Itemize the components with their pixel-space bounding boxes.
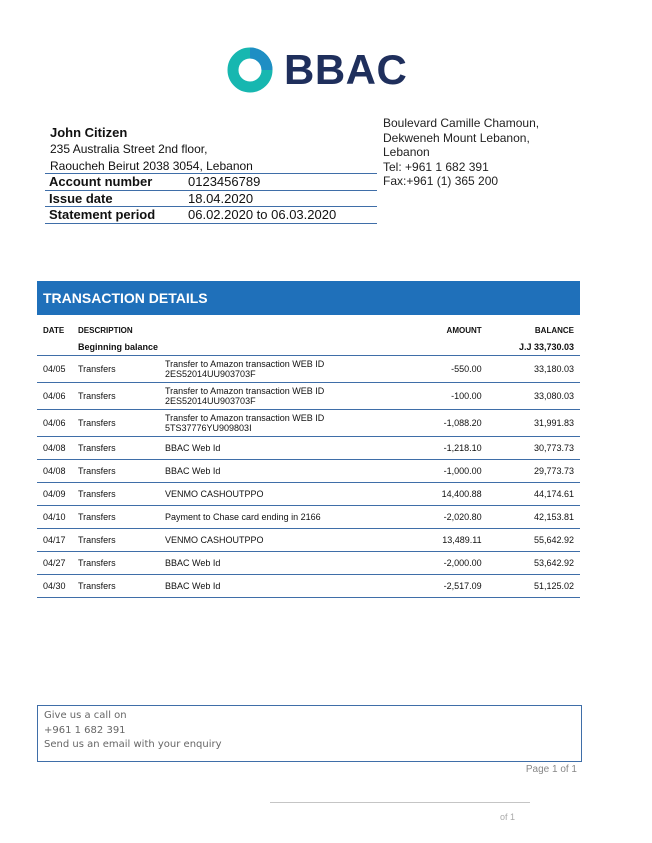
txn-type: Transfers bbox=[72, 460, 159, 483]
account-number-label: Account number bbox=[49, 174, 153, 189]
txn-date: 04/09 bbox=[37, 483, 72, 506]
txn-amount: -1,218.10 bbox=[416, 437, 488, 460]
bank-address bbox=[383, 116, 539, 189]
txn-amount: -1,088.20 bbox=[416, 410, 488, 437]
txn-balance: 55,642.92 bbox=[488, 529, 580, 552]
faint-divider-line bbox=[270, 802, 530, 803]
table-row bbox=[37, 575, 580, 598]
txn-amount: -100.00 bbox=[416, 383, 488, 410]
table-header-row bbox=[37, 315, 580, 338]
txn-type: Transfers bbox=[72, 506, 159, 529]
txn-balance: 53,642.92 bbox=[488, 552, 580, 575]
txn-type: Transfers bbox=[72, 356, 159, 383]
bank-address-line: Boulevard Camille Chamoun, bbox=[383, 116, 540, 130]
txn-detail: Transfer to Amazon transaction WEB ID 2ES52014UU903703F bbox=[159, 356, 416, 383]
statement-period-label: Statement period bbox=[49, 207, 156, 222]
txn-date: 04/27 bbox=[37, 552, 72, 575]
txn-detail: Transfer to Amazon transaction WEB ID 5TS37776YU909803I bbox=[159, 410, 416, 437]
table-row bbox=[37, 529, 580, 552]
transaction-section bbox=[37, 281, 580, 598]
table-row bbox=[37, 410, 580, 437]
txn-detail: BBAC Web Id bbox=[159, 460, 416, 483]
txn-detail: BBAC Web Id bbox=[159, 437, 416, 460]
txn-type: Transfers bbox=[72, 575, 159, 598]
table-row bbox=[37, 483, 580, 506]
beginning-balance-label: Beginning balance bbox=[72, 338, 416, 356]
txn-date: 04/17 bbox=[37, 529, 72, 552]
txn-amount: -550.00 bbox=[416, 356, 488, 383]
txn-date: 04/08 bbox=[37, 437, 72, 460]
page-number: Page 1 of 1 bbox=[525, 764, 577, 775]
bank-fax: Fax:+961 (1) 365 200 bbox=[383, 174, 499, 188]
statement-period-value: 06.02.2020 to 06.03.2020 bbox=[188, 207, 337, 222]
txn-amount: -2,000.00 bbox=[416, 552, 488, 575]
customer-address-line1: 235 Australia Street 2nd floor, bbox=[50, 142, 208, 156]
issue-date-row bbox=[45, 191, 377, 208]
txn-detail: VENMO CASHOUTPPO bbox=[159, 529, 416, 552]
account-number-value: 0123456789 bbox=[188, 174, 261, 189]
table-row bbox=[37, 460, 580, 483]
table-row bbox=[37, 383, 580, 410]
contact-box bbox=[37, 705, 582, 762]
column-header-description: DESCRIPTION bbox=[78, 326, 133, 335]
txn-type: Transfers bbox=[72, 483, 159, 506]
beginning-balance-amount bbox=[416, 338, 488, 356]
txn-detail: BBAC Web Id bbox=[159, 575, 416, 598]
txn-amount: 13,489.11 bbox=[416, 529, 488, 552]
txn-detail: BBAC Web Id bbox=[159, 552, 416, 575]
bbac-logo bbox=[226, 46, 407, 94]
txn-detail: VENMO CASHOUTPPO bbox=[159, 483, 416, 506]
txn-balance: 51,125.02 bbox=[488, 575, 580, 598]
issue-date-value: 18.04.2020 bbox=[188, 190, 254, 206]
contact-call-text: Give us a call on bbox=[44, 710, 127, 721]
beginning-balance-date bbox=[37, 338, 72, 356]
contact-phone[interactable]: +961 1 682 391 bbox=[44, 724, 126, 736]
transaction-section-title: TRANSACTION DETAILS bbox=[37, 281, 580, 315]
txn-date: 04/06 bbox=[37, 410, 72, 437]
table-row bbox=[37, 437, 580, 460]
txn-amount: -1,000.00 bbox=[416, 460, 488, 483]
txn-balance: 33,180.03 bbox=[488, 356, 580, 383]
txn-date: 04/05 bbox=[37, 356, 72, 383]
column-header-balance: BALANCE bbox=[534, 326, 574, 335]
account-number-row bbox=[45, 173, 377, 191]
transaction-table bbox=[37, 315, 580, 598]
contact-email-text: Send us an email with your enquiry bbox=[44, 739, 222, 750]
bank-phone: Tel: +961 1 682 391 bbox=[383, 159, 489, 174]
account-info-table bbox=[45, 173, 377, 224]
column-header-date: DATE bbox=[43, 326, 65, 335]
table-row bbox=[37, 506, 580, 529]
txn-date: 04/08 bbox=[37, 460, 72, 483]
txn-amount: -2,517.09 bbox=[416, 575, 488, 598]
customer-block bbox=[50, 124, 253, 175]
txn-type: Transfers bbox=[72, 383, 159, 410]
txn-balance: 44,174.61 bbox=[488, 483, 580, 506]
txn-type: Transfers bbox=[72, 437, 159, 460]
txn-balance: 42,153.81 bbox=[488, 506, 580, 529]
statement-period-row bbox=[45, 207, 377, 224]
bank-address-line: Lebanon bbox=[383, 145, 430, 159]
bank-address-line: Dekweneh Mount Lebanon, bbox=[383, 130, 530, 145]
txn-date: 04/10 bbox=[37, 506, 72, 529]
txn-detail: Transfer to Amazon transaction WEB ID 2ES52014UU903703F bbox=[159, 383, 416, 410]
issue-date-label: Issue date bbox=[49, 190, 113, 206]
bbac-logo-text: BBAC bbox=[284, 46, 408, 93]
txn-balance: 29,773.73 bbox=[488, 460, 580, 483]
txn-date: 04/30 bbox=[37, 575, 72, 598]
bbac-ring-icon bbox=[226, 46, 274, 94]
beginning-balance-row bbox=[37, 338, 580, 356]
txn-amount: -2,020.80 bbox=[416, 506, 488, 529]
table-row bbox=[37, 356, 580, 383]
txn-detail: Payment to Chase card ending in 2166 bbox=[159, 506, 416, 529]
beginning-balance-value: J.J 33,730.03 bbox=[488, 338, 580, 356]
faint-page-text: of 1 bbox=[500, 812, 516, 822]
customer-address-line2: Raoucheh Beirut 2038 3054, Lebanon bbox=[50, 159, 253, 173]
txn-balance: 31,991.83 bbox=[488, 410, 580, 437]
txn-amount: 14,400.88 bbox=[416, 483, 488, 506]
txn-date: 04/06 bbox=[37, 383, 72, 410]
txn-type: Transfers bbox=[72, 529, 159, 552]
txn-balance: 33,080.03 bbox=[488, 383, 580, 410]
column-header-detail bbox=[159, 315, 416, 338]
customer-name: John Citizen bbox=[50, 125, 128, 140]
column-header-amount: AMOUNT bbox=[446, 326, 482, 335]
txn-balance: 30,773.73 bbox=[488, 437, 580, 460]
table-row bbox=[37, 552, 580, 575]
txn-type: Transfers bbox=[72, 410, 159, 437]
txn-type: Transfers bbox=[72, 552, 159, 575]
